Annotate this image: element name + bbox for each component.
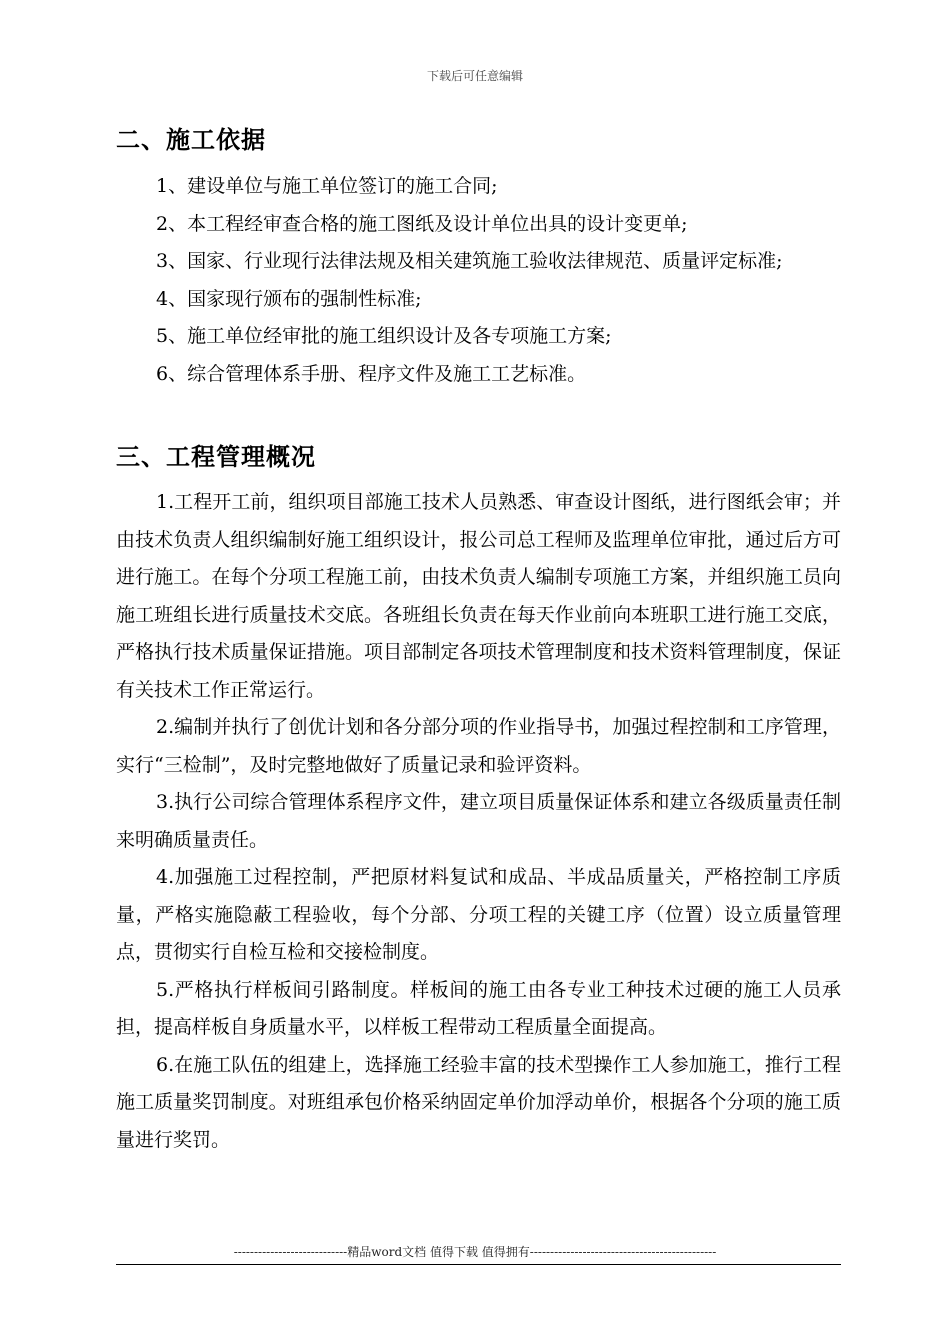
basis-item: 6、综合管理体系手册、程序文件及施工工艺标准。 bbox=[156, 362, 587, 385]
basis-item: 3、国家、行业现行法律法规及相关建筑施工验收法律规范、质量评定标准; bbox=[156, 250, 783, 272]
overview-item: 6.在施工队伍的组建上，选择施工经验丰富的技术型操作工人参加施工，推行工程施工质量奖罚制度。对班组承包价格采纳固定单价加浮动单价，根据各个分项的施工质量进行奖罚。 bbox=[116, 1053, 841, 1151]
basis-item: 1、建设单位与施工单位签订的施工合同; bbox=[156, 175, 498, 197]
overview-item: 3.执行公司综合管理体系程序文件，建立项目质量保证体系和建立各级质量责任制来明确质量责任。 bbox=[116, 791, 841, 851]
overview-item: 2.编制并执行了创优计划和各分部分项的作业指导书，加强过程控制和工序管理，实行“三检制”，及时完整地做好了质量记录和验评资料。 bbox=[116, 716, 841, 776]
section-heading-overview: 三、工程管理概况 bbox=[116, 443, 316, 471]
overview-item: 5.严格执行样板间引路制度。样板间的施工由各专业工种技术过硬的施工人员承担，提高样板自身质量水平，以样板工程带动工程质量全面提高。 bbox=[116, 978, 841, 1038]
page-header-note: 下载后可任意编辑 bbox=[426, 69, 523, 83]
footer-divider bbox=[116, 1264, 841, 1265]
section-heading-basis: 二、施工依据 bbox=[116, 126, 266, 154]
overview-item: 4.加强施工过程控制，严把原材料复试和成品、半成品质量关，严格控制工序质量，严格实施隐蔽工程验收，每个分部、分项工程的关键工序（位置）设立质量管理点，贯彻实行自检互检和交接检制度。 bbox=[116, 866, 841, 963]
overview-item: 1.工程开工前，组织项目部施工技术人员熟悉、审查设计图纸，进行图纸会审；并由技术负责人组织编制好施工组织设计，报公司总工程师及监理单位审批，通过后方可进行施工。在每个分项工程施工前，由技术负责人编制专项施工方案，并组织施工员向施工班组长进行质量技术交底。各班组长负责在每天作业前向本班职工进行施工交底，严格执行技术质量保证措施。项目部制定各项技术管理制度和技术资料管理制度，保证有关技术工作正常运行。 bbox=[116, 491, 841, 701]
basis-item: 2、本工程经审查合格的施工图纸及设计单位出具的设计变更单; bbox=[156, 212, 688, 235]
overview-list bbox=[116, 484, 841, 1159]
basis-item: 5、施工单位经审批的施工组织设计及各专项施工方案; bbox=[156, 325, 612, 347]
basis-list bbox=[116, 168, 841, 393]
basis-item: 4、国家现行颁布的强制性标准; bbox=[156, 287, 422, 310]
page-footer-note: ----------------------------精品word文档 值得下载 值得拥有---------------------------------------------- bbox=[233, 1245, 717, 1259]
